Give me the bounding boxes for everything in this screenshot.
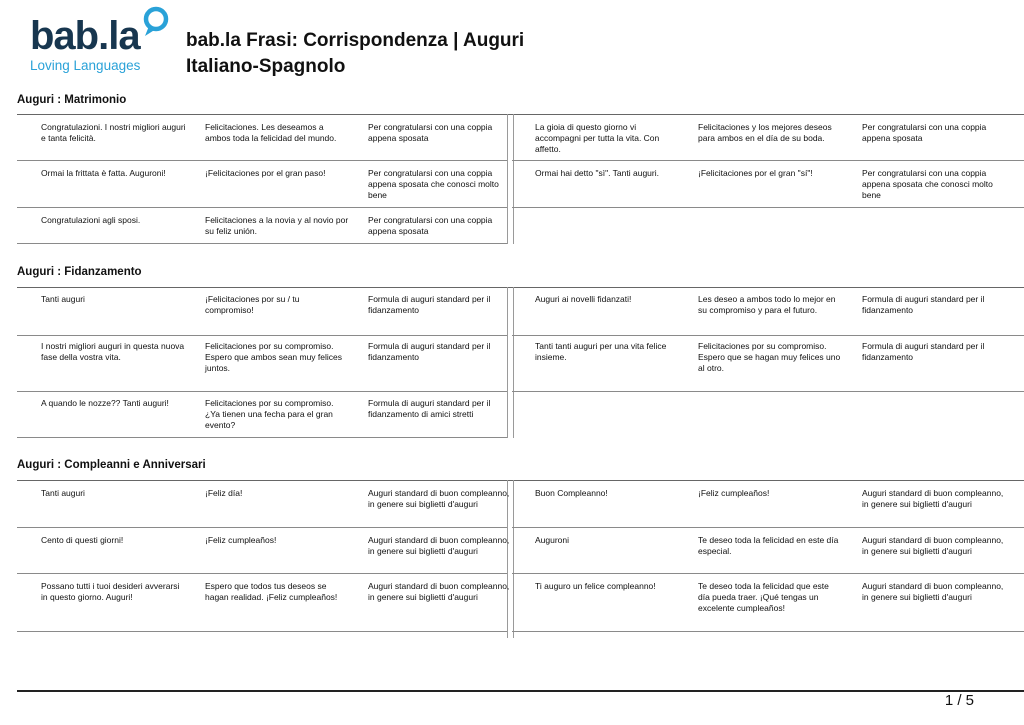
logo-tagline: Loving Languages: [30, 58, 141, 73]
table-cell: Possano tutti i tuoi desideri avverarsi in questo giorno. Auguri!: [41, 581, 180, 602]
table-cell: Formula di auguri standard per il fidanzamento: [862, 294, 985, 315]
table-cell: Les deseo a ambos todo lo mejor en su compromiso y para el futuro.: [698, 294, 836, 315]
table-cell: Congratulazioni. I nostri migliori auguri e tanta felicità.: [41, 122, 186, 143]
row-divider: [512, 527, 1024, 528]
section-top-rule: [17, 287, 1024, 288]
row-divider: [512, 160, 1024, 161]
babla-logo: [30, 6, 172, 76]
table-cell: Auguri standard di buon compleanno, in genere sui biglietti d'auguri: [862, 581, 1004, 602]
table-cell: Te deseo toda la felicidad en este día especial.: [698, 535, 839, 556]
row-divider: [512, 207, 1024, 208]
page-title-line2: Italiano-Spagnolo: [186, 56, 346, 77]
table-cell: I nostri migliori auguri in questa nuova fase della vostra vita.: [41, 341, 185, 362]
page-number: 1 / 5: [944, 692, 974, 709]
table-cell: A quando le nozze?? Tanti auguri!: [41, 398, 169, 408]
logo-wordmark: bab.la: [30, 14, 140, 58]
section-title-fidanzamento: Auguri : Fidanzamento: [17, 266, 142, 278]
table-cell: Espero que todos tus deseos se hagan realidad. ¡Feliz cumpleaños!: [205, 581, 338, 602]
table-cell: Formula di auguri standard per il fidanzamento di amici stretti: [368, 398, 491, 419]
row-divider: [512, 573, 1024, 574]
row-divider: [512, 631, 1024, 632]
table-cell: ¡Felicitaciones por el gran "sí"!: [698, 168, 813, 178]
table-cell: Per congratularsi con una coppia appena sposata: [368, 122, 493, 143]
table-cell: Felicitaciones a la novia y al novio por su feliz unión.: [205, 215, 349, 236]
row-divider: [17, 527, 507, 528]
table-cell: ¡Feliz cumpleaños!: [205, 535, 277, 545]
table-cell: Cento di questi giorni!: [41, 535, 124, 545]
table-cell: Buon Compleanno!: [535, 488, 608, 498]
table-cell: ¡Feliz cumpleaños!: [698, 488, 770, 498]
table-cell: Formula di auguri standard per il fidanzamento: [368, 341, 491, 362]
table-cell: Felicitaciones. Les deseamos a ambos toda la felicidad del mundo.: [205, 122, 337, 143]
table-cell: Tanti auguri: [41, 294, 85, 304]
row-divider: [17, 631, 507, 632]
page-title-line1: bab.la Frasi: Corrispondenza | Auguri: [186, 30, 525, 51]
table-cell: Ormai hai detto "sì". Tanti auguri.: [535, 168, 659, 178]
row-divider: [17, 437, 507, 438]
table-cell: Auguri standard di buon compleanno, in genere sui biglietti d'auguri: [368, 581, 510, 602]
table-cell: Per congratularsi con una coppia appena sposata che conosci molto bene: [862, 168, 993, 200]
footer-rule: [17, 690, 1024, 692]
section-top-rule: [17, 480, 1024, 481]
row-divider: [512, 335, 1024, 336]
page-title: [186, 28, 524, 80]
table-cell: Ti auguro un felice compleanno!: [535, 581, 656, 591]
section-title-matrimonio: Auguri : Matrimonio: [17, 94, 127, 106]
table-cell: Felicitaciones y los mejores deseos para ambos en el día de su boda.: [698, 122, 832, 143]
row-divider: [17, 391, 507, 392]
table-cell: Felicitaciones por su compromiso. ¿Ya tienen una fecha para el gran evento?: [205, 398, 334, 430]
table-cell: Felicitaciones por su compromiso. Espero que ambos sean muy felices juntos.: [205, 341, 343, 373]
table-cell: ¡Feliz día!: [205, 488, 243, 498]
table-cell: Ormai la frittata è fatta. Auguroni!: [41, 168, 166, 178]
row-divider: [17, 243, 507, 244]
row-divider: [512, 391, 1024, 392]
table-cell: Auguri standard di buon compleanno, in genere sui biglietti d'auguri: [368, 535, 510, 556]
row-divider: [17, 573, 507, 574]
table-cell: Per congratularsi con una coppia appena sposata: [368, 215, 493, 236]
table-cell: Per congratularsi con una coppia appena sposata che conosci molto bene: [368, 168, 499, 200]
table-cell: Felicitaciones por su compromiso. Espero que se hagan muy felices uno al otro.: [698, 341, 841, 373]
table-cell: Tanti tanti auguri per una vita felice insieme.: [535, 341, 667, 362]
section-title-compleanni: Auguri : Compleanni e Anniversari: [17, 459, 206, 471]
table-cell: Auguri standard di buon compleanno, in genere sui biglietti d'auguri: [368, 488, 510, 509]
table-cell: Congratulazioni agli sposi.: [41, 215, 141, 225]
section-top-rule: [17, 114, 1024, 115]
table-cell: Formula di auguri standard per il fidanzamento: [368, 294, 491, 315]
speech-bubble-icon: [142, 6, 170, 38]
table-cell: La gioia di questo giorno vi accompagni per tutta la vita. Con affetto.: [535, 122, 660, 154]
table-cell: Auguri ai novelli fidanzati!: [535, 294, 632, 304]
row-divider: [17, 207, 507, 208]
table-cell: Formula di auguri standard per il fidanzamento: [862, 341, 985, 362]
table-cell: Auguri standard di buon compleanno, in genere sui biglietti d'auguri: [862, 488, 1004, 509]
table-cell: Per congratularsi con una coppia appena sposata: [862, 122, 987, 143]
table-cell: ¡Felicitaciones por el gran paso!: [205, 168, 326, 178]
table-cell: ¡Felicitaciones por su / tu compromiso!: [205, 294, 300, 315]
table-cell: Auguroni: [535, 535, 570, 545]
row-divider: [17, 335, 507, 336]
table-cell: Auguri standard di buon compleanno, in genere sui biglietti d'auguri: [862, 535, 1004, 556]
table-cell: Tanti auguri: [41, 488, 85, 498]
table-cell: Te deseo toda la felicidad que este día pueda traer. ¡Qué tengas un excelente cumpleaños!: [698, 581, 829, 613]
row-divider: [17, 160, 507, 161]
